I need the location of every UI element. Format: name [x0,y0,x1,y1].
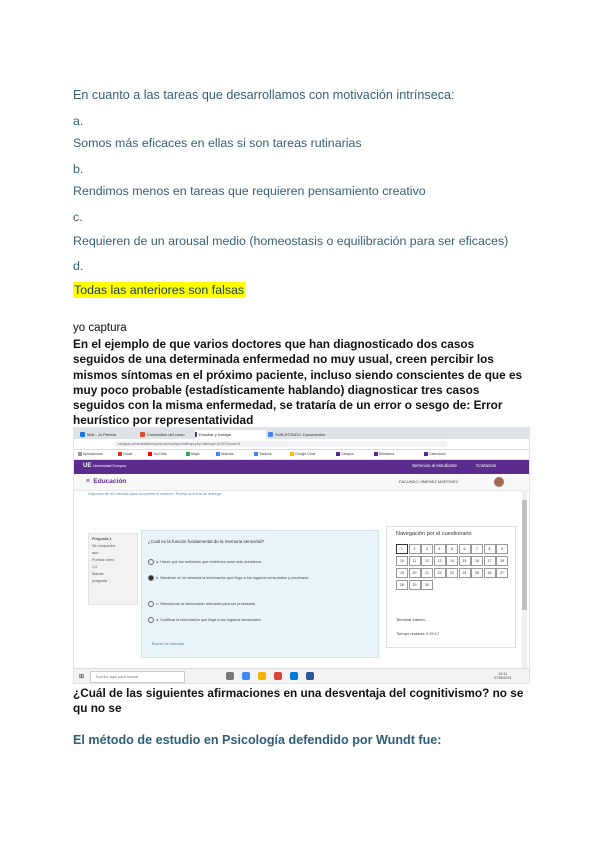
option-d-text [73,283,245,297]
user-name[interactable]: FACUNDO JIMENEZ MARTINEZ [399,479,459,484]
caption: yo captura [73,322,127,334]
campus-header [74,460,529,474]
question-nav-cell[interactable]: 9 [496,544,508,554]
address-bar [74,439,529,450]
mail-icon [80,432,85,437]
contacts-link[interactable]: Contactos [476,463,497,468]
quiz-answer[interactable]: c. Seleccionar la información relevante para ser procesada [148,601,255,607]
question-nav-cell[interactable]: 15 [459,556,471,566]
question-stem: En cuanto a las tareas que desarrollamos con motivación intrínseca: [73,88,455,102]
question-nav-cell[interactable]: 11 [409,556,421,566]
avatar[interactable] [494,477,504,487]
quiz-answer[interactable]: d. Codificar la información que llega a los órganos sensoriales [148,617,260,623]
question-nav-cell[interactable]: 18 [496,556,508,566]
question-nav-cell[interactable]: 13 [434,556,446,566]
campus-icon [336,452,340,456]
bookmark[interactable]: YouTube [148,452,167,456]
question-nav-cell[interactable]: 22 [434,568,446,578]
translate-icon [254,452,258,456]
question-nav-cell[interactable]: 24 [459,568,471,578]
browser-tab-bar [74,428,529,439]
taskbar-search[interactable]: Escribe aquí para buscar [90,671,185,683]
question-info-box: Pregunta 1 Sin responder aún Puntúa como 1,0 Marcar pregunta [88,533,138,605]
option-c-text: Requieren de un arousal medio (homeostasis o equilibración para ser eficaces) [73,234,509,248]
bookmark[interactable]: Campus [336,452,354,456]
finish-attempt-link[interactable]: Terminar intento... [396,617,429,622]
question-nav-cell[interactable]: 29 [409,580,421,590]
university-logo: UE Universidad Europea [83,463,126,469]
time-remaining: Tiempo restante 0:29:17 [396,631,440,636]
course-title[interactable]: ≡ Educación [86,478,127,485]
question-nav-cell[interactable]: 30 [421,580,433,590]
bookmark[interactable]: Gmail [118,452,132,456]
question-nav-cell[interactable]: 10 [396,556,408,566]
bookmark[interactable]: Traducir [254,452,272,456]
word-icon[interactable] [306,672,314,680]
quiz-answer[interactable]: b. Mantener en la memoria la información que llega a los órganos sensoriales y procesarla [148,575,308,581]
question-cognitivism: ¿Cuál de las siguientes afirmaciones en una desventaja del cognitivismo? no se qu no se [73,686,524,716]
quiz-answer[interactable]: a. Hacer que los estímulos que recibimos sean más duraderos [148,559,261,565]
option-b-text: Rendimos menos en tareas que requieren pensamiento creativo [73,184,426,198]
option-d-letter: d. [73,259,84,273]
library-icon [374,452,378,456]
question-nav-cell[interactable]: 26 [484,568,496,578]
docs-icon [268,432,273,437]
embedded-screenshot [73,427,530,684]
question-nav-cell[interactable]: 21 [421,568,433,578]
question-nav-cell[interactable]: 17 [484,556,496,566]
browser-tab[interactable]: Contenidos del curso [138,430,195,439]
question-nav-cell[interactable]: 1 [396,544,408,554]
bookmark[interactable]: Maps [186,452,200,456]
url-field[interactable]: campus.universidadeuropea.es/mod/quiz/attempt.php?attempt=41307&cmid=5 [114,441,448,447]
question-nav-cell[interactable]: 23 [446,568,458,578]
task-view-icon[interactable] [226,672,234,680]
bookmarks-bar [74,450,529,460]
browser-tab[interactable]: Mail - Jo Pereira [78,430,139,439]
question-nav-cell[interactable]: 27 [496,568,508,578]
scrollbar-thumb[interactable] [522,500,527,610]
option-c-letter: c. [73,210,83,224]
bookmark[interactable]: Aplicaciones [78,452,103,456]
highlighted-answer: Todas las anteriores son falsas [74,283,245,297]
calendar-icon [424,452,428,456]
question-nav-cell[interactable]: 7 [471,544,483,554]
taskbar-clock: 12:41 07/06/2021 [494,672,512,680]
browser-tab-active[interactable]: Estudiar y trabajar [190,430,271,439]
quiz-navigation [386,526,516,648]
question-nav-cell[interactable]: 3 [421,544,433,554]
question-nav-cell[interactable]: 12 [421,556,433,566]
question-nav-cell[interactable]: 14 [446,556,458,566]
flag-question[interactable]: Marcar [92,572,104,576]
youtube-icon [148,452,152,456]
question-nav-cell[interactable]: 8 [484,544,496,554]
question-wundt: El método de estudio en Psicología defendido por Wundt fue: [73,733,442,747]
quiz-notice: Dispones de 45 minutos para completar el examen. Revisa la fecha de entrega. [88,492,223,496]
bookmark[interactable]: Calendario [424,452,446,456]
quiz-navigation-title: Navegación por el cuestionario [396,531,472,537]
chrome-icon[interactable] [274,672,282,680]
question-nav-cell[interactable]: 6 [459,544,471,554]
file-explorer-icon[interactable] [258,672,266,680]
question-nav-cell[interactable]: 28 [396,580,408,590]
scrollbar[interactable] [522,490,527,670]
question-nav-cell[interactable]: 20 [409,568,421,578]
windows-taskbar [74,668,529,684]
question-nav-cell[interactable]: 19 [396,568,408,578]
edge-icon[interactable] [242,672,250,680]
bookmark[interactable]: Biblioteca [374,452,394,456]
bias-paragraph: En el ejemplo de que varios doctores que han diagnosticado dos casos seguidos de una determinada enfermedad no muy usual, creen percibir los mismos síntomas en el próximo paciente, incluso siendo conscientes de que es muy poco probable (estadísticamente hablando) diagnosticar tres casos seguidos con la misma enfermedad, se trataría de un error o sesgo de: Error heurístico por representatividad [73,337,523,428]
question-nav-cell[interactable]: 16 [471,556,483,566]
clear-choice-link[interactable]: Borrar mi elección [152,641,185,646]
course-bar [74,474,529,491]
services-link[interactable]: Servicios al estudiante [412,463,458,468]
apps-icon [78,452,82,456]
drive-icon [290,452,294,456]
quiz-question-box [141,530,379,658]
question-nav-cell[interactable]: 25 [471,568,483,578]
bookmark[interactable]: Google Drive [290,452,315,456]
option-a-letter: a. [73,114,84,128]
gmail-icon [118,452,122,456]
windows-start-icon[interactable]: ⊞ [79,674,85,680]
tab-icon [140,432,145,437]
question-nav-cell[interactable]: 4 [434,544,446,554]
browser-tab[interactable]: SUB-ESTADO: Documentos [266,430,347,439]
mail-app-icon[interactable] [290,672,298,680]
option-b-letter: b. [73,162,84,176]
quiz-question-text: ¿Cuál es la función fundamental de la memoria sensorial? [148,539,265,544]
bookmark[interactable]: Noticias [216,452,233,456]
option-a-text: Somos más eficaces en ellas si son tareas rutinarias [73,136,362,150]
maps-icon [186,452,190,456]
news-icon [216,452,220,456]
question-nav-cell[interactable]: 2 [409,544,421,554]
question-nav-cell[interactable]: 5 [446,544,458,554]
